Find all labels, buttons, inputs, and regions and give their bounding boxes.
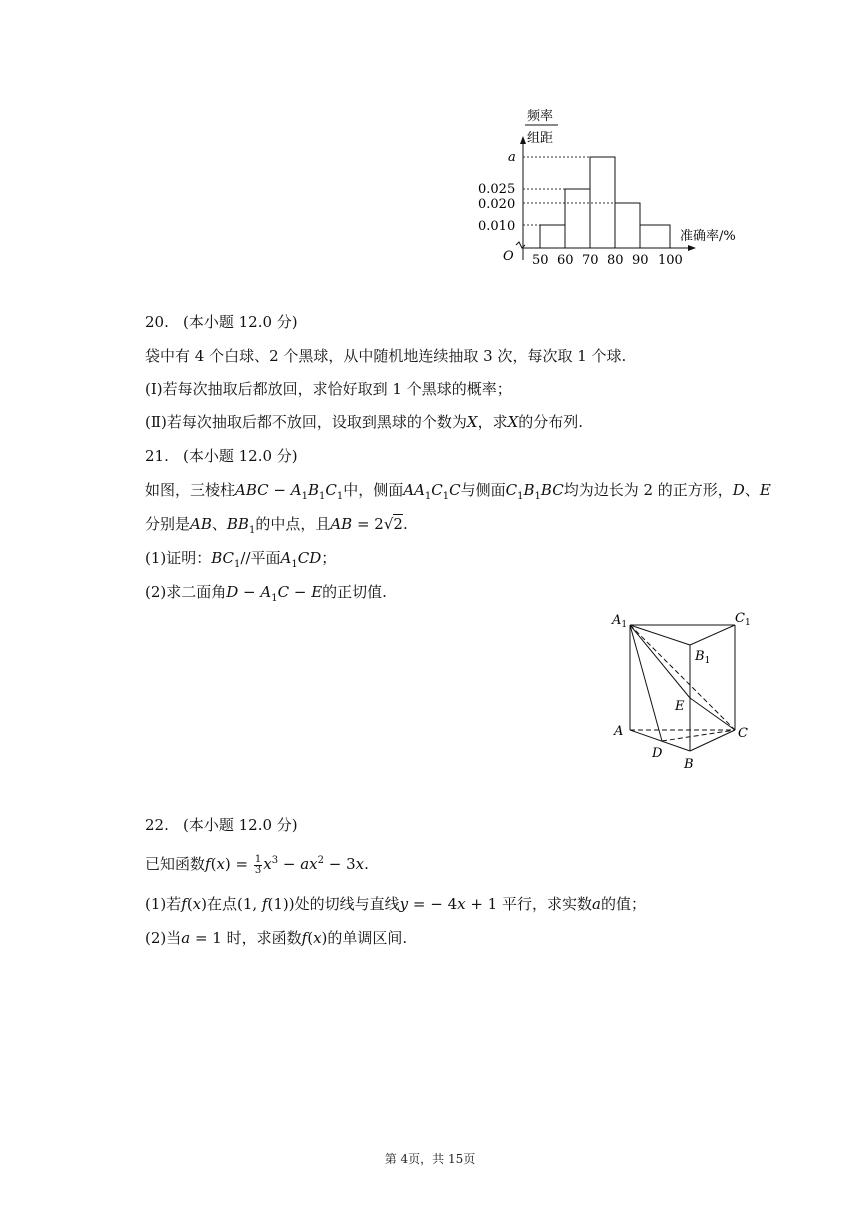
q20-stem: 袋中有 4 个白球、2 个黑球，从中随机地连续抽取 3 次，每次取 1 个球. — [145, 347, 627, 365]
q21-part1: (1)证明：$BC_1//$平面$A_1CD$； — [145, 549, 337, 570]
q22-part2: (2)当a = 1 时，求函数f(x)的单调区间. — [145, 929, 408, 947]
prism-label-e: E — [675, 699, 685, 714]
q21-header — [145, 446, 298, 466]
q20-number: 20. — [145, 313, 169, 331]
histogram-xtick-70: 70 — [582, 253, 599, 268]
q22-header — [145, 815, 298, 835]
q20-header — [145, 312, 298, 332]
histogram-ytick-0010: 0.010 — [478, 219, 516, 234]
prism-label-c1: $C_1$ — [735, 611, 751, 628]
prism-label-d: D — [652, 746, 663, 761]
q21-number: 21. — [145, 447, 169, 465]
histogram-xtick-50: 50 — [532, 253, 549, 268]
histogram-ylabel-top: 频率 — [527, 109, 554, 124]
prism-label-b: B — [684, 757, 694, 772]
histogram-bar-60-70 — [565, 189, 590, 248]
prism-label-b1: $B_1$ — [695, 649, 711, 666]
histogram-origin: O — [503, 249, 514, 264]
histogram-ylabel-bottom: 组距 — [527, 131, 554, 146]
histogram-xtick-100: 100 — [658, 253, 683, 268]
histogram-xtick-90: 90 — [632, 253, 649, 268]
q20-part2: (Ⅱ)若每次抽取后都不放回，设取到黑球的个数为X，求X的分布列. — [145, 413, 584, 431]
histogram-xlabel: 准确率/% — [680, 229, 736, 244]
q21-stem-line1: 如图，三棱柱ABC − $A_1B_1C_1$中，侧面$AA_1C_1C$与侧面$C_1B_1BC$均为边长为 2 的正方形，D、E — [145, 481, 771, 502]
histogram-bar-90-100 — [640, 225, 670, 248]
q21-stem-line2: 分别是AB、$BB_1$的中点，且AB = 2√2. — [145, 515, 408, 536]
histogram-ytick-a: a — [508, 150, 516, 165]
q22-number: 22. — [145, 816, 169, 834]
page-footer: 第 4页，共 15页 — [384, 1152, 476, 1166]
histogram-bar-80-90 — [615, 203, 640, 248]
q22-score: (本小题 12.0 分) — [183, 816, 298, 834]
histogram-xtick-80: 80 — [607, 253, 624, 268]
prism-label-a1: $A_1$ — [612, 613, 628, 630]
prism-label-a: A — [614, 724, 624, 739]
histogram-bar-50-60 — [540, 225, 565, 248]
q21-part2: (2)求二面角$D - A_1C - E$的正切值. — [145, 583, 387, 604]
histogram-ytick-0020: 0.020 — [478, 197, 516, 212]
histogram-figure — [478, 100, 790, 280]
q21-score: (本小题 12.0 分) — [183, 447, 298, 465]
q20-score: (本小题 12.0 分) — [183, 313, 298, 331]
prism-label-c: C — [738, 726, 748, 741]
q22-part1: (1)若f(x)在点(1, f(1))处的切线与直线y = − 4x + 1 平行，求实数a的值； — [145, 895, 646, 913]
q22-stem: 已知函数f(x) = $\frac{1}{3}$ $x^3 - ax^2 - 3x$. — [145, 853, 369, 876]
histogram-ytick-0025: 0.025 — [478, 182, 516, 197]
q20-part1: (Ⅰ)若每次抽取后都放回，求恰好取到 1 个黑球的概率； — [145, 380, 512, 398]
histogram-xtick-60: 60 — [557, 253, 574, 268]
prism-figure — [605, 605, 765, 775]
